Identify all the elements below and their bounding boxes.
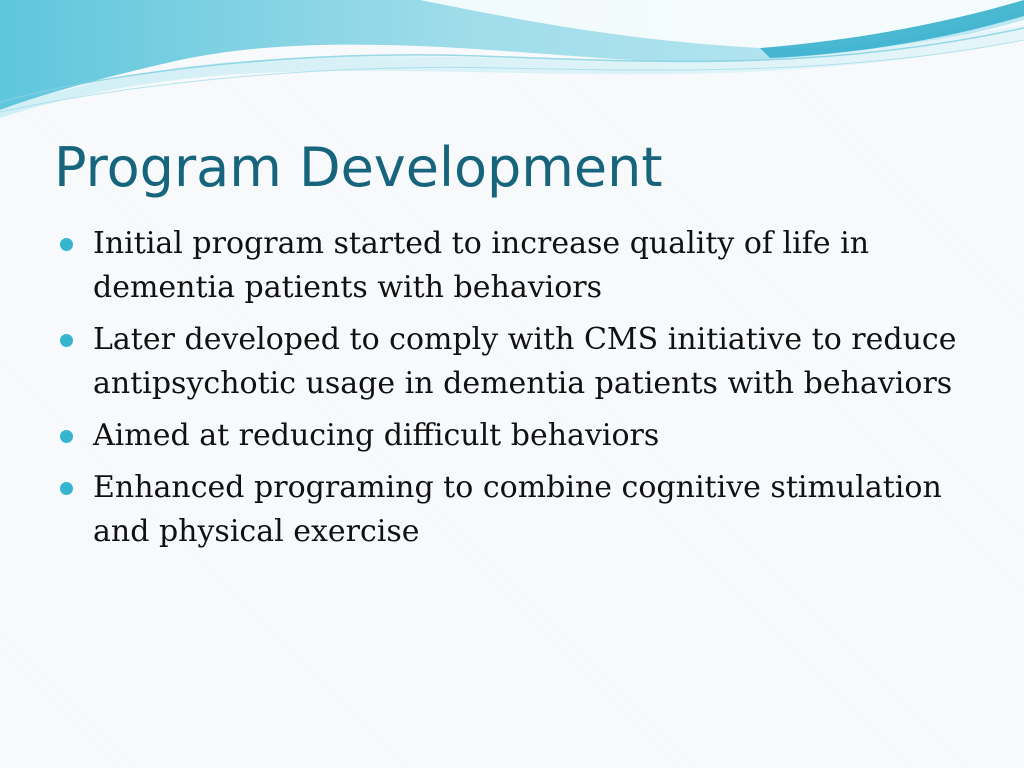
bullet-list xyxy=(60,222,960,562)
bullet-item xyxy=(60,222,960,310)
bullet-item xyxy=(60,414,960,458)
header-wave-decoration xyxy=(0,0,1024,130)
bullet-dot-icon xyxy=(60,334,73,347)
bullet-text: Aimed at reducing difficult behaviors xyxy=(93,418,660,453)
slide-title: Program Development xyxy=(54,136,663,199)
bullet-text: Enhanced programing to combine cognitive stimulation and physical exercise xyxy=(93,470,942,549)
bullet-item xyxy=(60,466,960,554)
bullet-dot-icon xyxy=(60,430,73,443)
bullet-dot-icon xyxy=(60,482,73,495)
bullet-dot-icon xyxy=(60,238,73,251)
bullet-text: Initial program started to increase quality of life in dementia patients with behaviors xyxy=(93,226,870,305)
bullet-text: Later developed to comply with CMS initiative to reduce antipsychotic usage in dementia patients with behaviors xyxy=(93,322,957,401)
bullet-item xyxy=(60,318,960,406)
